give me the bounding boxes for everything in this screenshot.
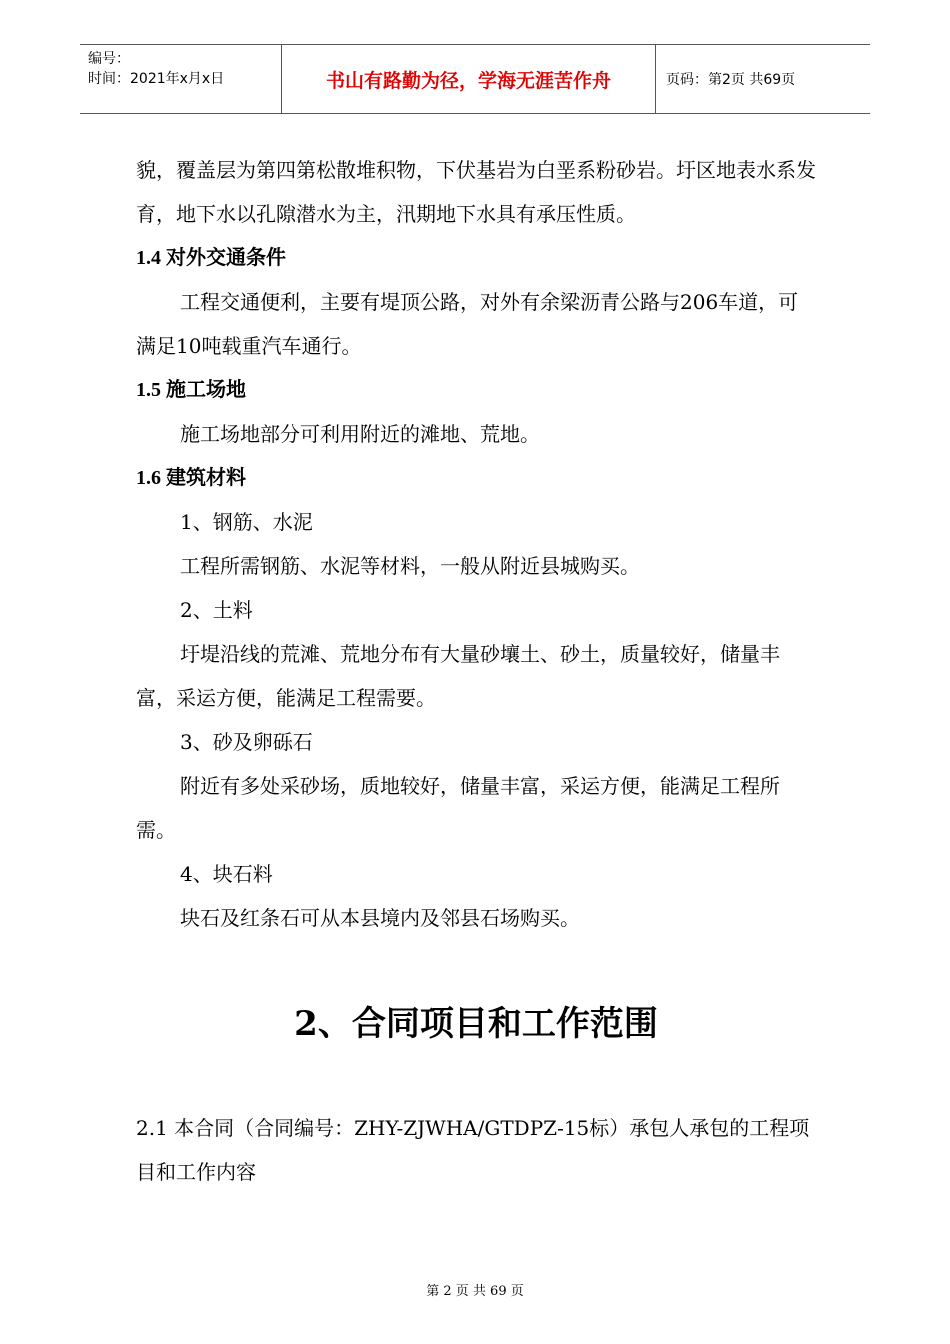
list-item-heading: 4、块石料 [180,862,273,886]
paragraph: 貌，覆盖层为第四第松散堆积物，下伏基岩为白垩系粉砂岩。圩区地表水系发育，地下水以孔隙潜水为主，汛期地下水具有承压性质。 [136,158,816,226]
section-heading-1-5: 1.5 施工场地 [136,379,246,401]
paragraph: 附近有多处采砂场，质地较好，储量丰富，采运方便，能满足工程所需。 [136,774,780,842]
section-2-1-text: 2.1 本合同（合同编号：ZHY-ZJWHA/GTDPZ-15标）承包人承包的工程项目和工作内容 [136,1116,810,1184]
section-heading-1-6: 1.6 建筑材料 [136,467,246,489]
chapter-heading: 2、合同项目和工作范围 [294,1004,658,1044]
header-page-info: 页码：第2页 共69页 [666,72,796,88]
doc-number-label: 编号： [88,51,130,67]
list-item-heading: 2、土料 [180,598,253,622]
page-footer: 第 2 页 共 69 页 [426,1284,524,1299]
paragraph: 施工场地部分可利用附近的滩地、荒地。 [180,422,540,446]
doc-time-label: 时间：2021年x月x日 [88,71,225,87]
page-header [80,44,870,114]
header-motto: 书山有路勤为径，学海无涯苦作舟 [325,69,611,92]
list-item-heading: 3、砂及卵砾石 [180,730,313,754]
paragraph: 块石及红条石可从本县境内及邻县石场购买。 [180,906,580,930]
document-body [136,148,816,1194]
header-motto-cell [282,45,656,113]
header-meta [80,45,282,113]
paragraph: 工程所需钢筋、水泥等材料，一般从附近县城购买。 [180,554,640,578]
section-heading-1-4: 1.4 对外交通条件 [136,247,286,269]
paragraph: 圩堤沿线的荒滩、荒地分布有大量砂壤土、砂土，质量较好，储量丰富，采运方便，能满足工程需要。 [136,642,780,710]
list-item-heading: 1、钢筋、水泥 [180,510,313,534]
paragraph: 工程交通便利，主要有堤顶公路，对外有余梁沥青公路与206车道，可满足10吨载重汽车通行。 [136,290,799,358]
